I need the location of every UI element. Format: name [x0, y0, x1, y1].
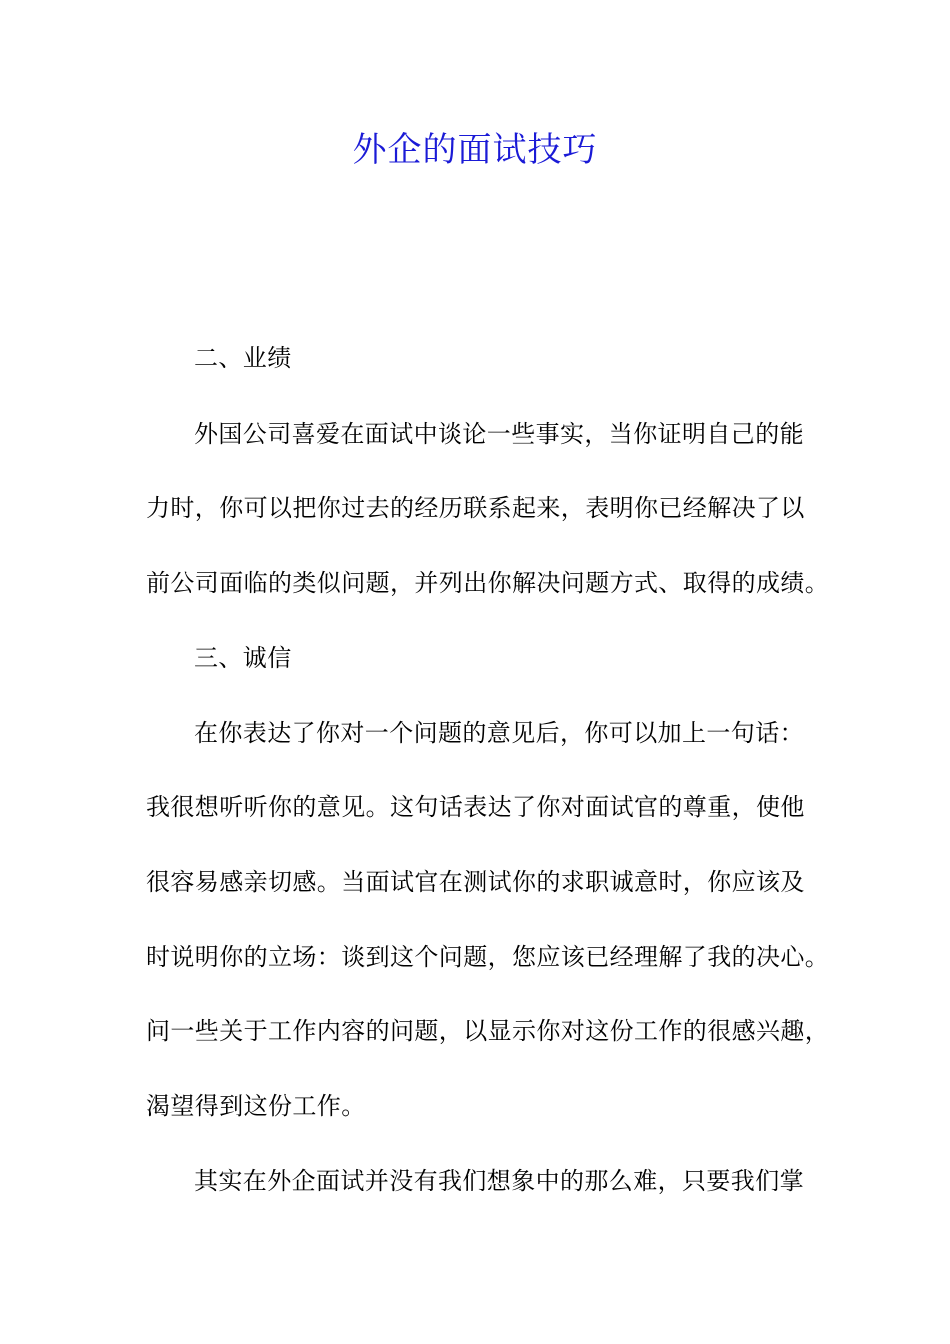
- paragraph-line: 渴望得到这份工作。: [146, 1092, 366, 1120]
- paragraph-line: 在你表达了你对一个问题的意见后，你可以加上一句话：: [194, 719, 804, 747]
- section-heading-performance: 二、业绩: [194, 344, 292, 372]
- paragraph-line: 我很想听听你的意见。这句话表达了你对面试官的尊重，使他: [146, 793, 805, 821]
- page-title: 外企的面试技巧: [352, 130, 598, 170]
- section-heading-integrity: 三、诚信: [194, 644, 292, 672]
- paragraph-line: 外国公司喜爱在面试中谈论一些事实，当你证明自己的能: [194, 420, 804, 448]
- paragraph-line: 前公司面临的类似问题，并列出你解决问题方式、取得的成绩。: [146, 569, 830, 597]
- paragraph-line: 问一些关于工作内容的问题，以显示你对这份工作的很感兴趣，: [146, 1017, 830, 1045]
- paragraph-line: 力时，你可以把你过去的经历联系起来，表明你已经解决了以: [146, 494, 805, 522]
- paragraph-line: 很容易感亲切感。当面试官在测试你的求职诚意时，你应该及: [146, 868, 805, 896]
- paragraph-line: 其实在外企面试并没有我们想象中的那么难，只要我们掌: [194, 1167, 804, 1195]
- paragraph-line: 时说明你的立场：谈到这个问题，您应该已经理解了我的决心。: [146, 943, 830, 971]
